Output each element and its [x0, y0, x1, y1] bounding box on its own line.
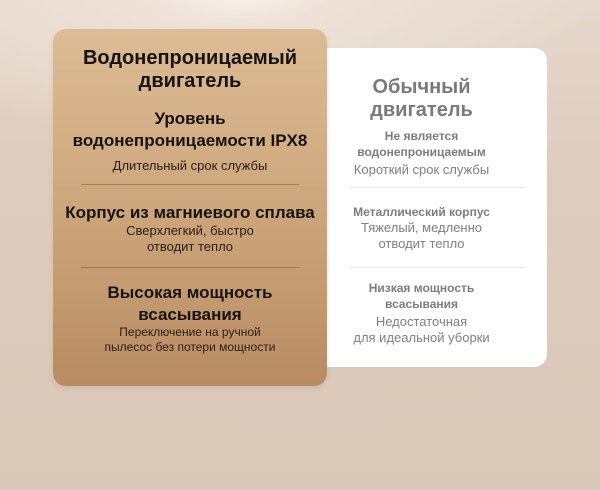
- waterproof-feature-3-desc-line: пылесос без потери мощности: [104, 340, 276, 354]
- waterproof-feature-1-desc-line: Длительный срок службы: [112, 158, 268, 173]
- waterproof-divider: [81, 267, 299, 268]
- ordinary-feature-1-desc-line: Короткий срок службы: [353, 162, 490, 177]
- waterproof-feature-3-title: [53, 282, 327, 326]
- waterproof-feature-3-title-line: Высокая мощность: [107, 283, 273, 302]
- ordinary-feature-1-title: [296, 128, 547, 160]
- ordinary-motor-title: [296, 76, 547, 122]
- ordinary-divider: [350, 187, 526, 188]
- background-highlight: [150, 0, 330, 20]
- waterproof-feature-3-title-line: всасывания: [138, 305, 242, 324]
- waterproof-feature-3-desc-line: Переключение на ручной: [119, 325, 261, 339]
- waterproof-motor-title-line: Водонепроницаемый: [82, 47, 298, 69]
- waterproof-motor-title-line: двигатель: [138, 70, 242, 92]
- ordinary-divider: [350, 267, 526, 268]
- ordinary-feature-3-desc: [296, 314, 547, 346]
- waterproof-feature-1-title: [53, 108, 327, 152]
- ordinary-feature-1-title-line: Не является: [384, 129, 459, 143]
- waterproof-feature-1-desc: [53, 158, 327, 174]
- ordinary-feature-3-desc-line: Недостаточная: [375, 314, 468, 329]
- ordinary-feature-2-title: [296, 204, 547, 220]
- waterproof-divider: [81, 184, 299, 185]
- ordinary-feature-3-desc-line: для идеальной уборки: [353, 330, 490, 345]
- waterproof-feature-2-desc-line: отводит тепло: [146, 239, 234, 254]
- waterproof-motor-card: [53, 29, 327, 386]
- waterproof-motor-title: [53, 47, 327, 93]
- waterproof-feature-1-title-line: Уровень: [154, 109, 226, 128]
- waterproof-feature-2-title-line: Корпус из магниевого сплава: [65, 203, 315, 222]
- ordinary-feature-2-desc-line: Тяжелый, медленно: [360, 220, 483, 235]
- ordinary-motor-title-line: двигатель: [370, 99, 473, 121]
- ordinary-motor-title-line: Обычный: [372, 76, 471, 98]
- waterproof-feature-2-desc-line: Сверхлегкий, быстро: [126, 223, 254, 238]
- ordinary-feature-3-title-line: всасывания: [384, 297, 458, 311]
- waterproof-feature-3-desc: [53, 325, 327, 355]
- waterproof-feature-2-title: [53, 202, 327, 224]
- ordinary-feature-3-title: [296, 280, 547, 312]
- ordinary-motor-card: [296, 48, 547, 367]
- ordinary-feature-2-desc: [296, 220, 547, 252]
- ordinary-feature-2-title-line: Металлический корпус: [353, 205, 490, 219]
- ordinary-feature-1-desc: [296, 162, 547, 178]
- ordinary-feature-3-title-line: Низкая мощность: [368, 281, 475, 295]
- ordinary-feature-1-title-line: водонепроницаемым: [357, 145, 486, 159]
- waterproof-feature-2-desc: [53, 223, 327, 255]
- waterproof-feature-1-title-line: водонепроницаемости IPX8: [72, 131, 308, 150]
- ordinary-feature-2-desc-line: отводит тепло: [378, 236, 465, 251]
